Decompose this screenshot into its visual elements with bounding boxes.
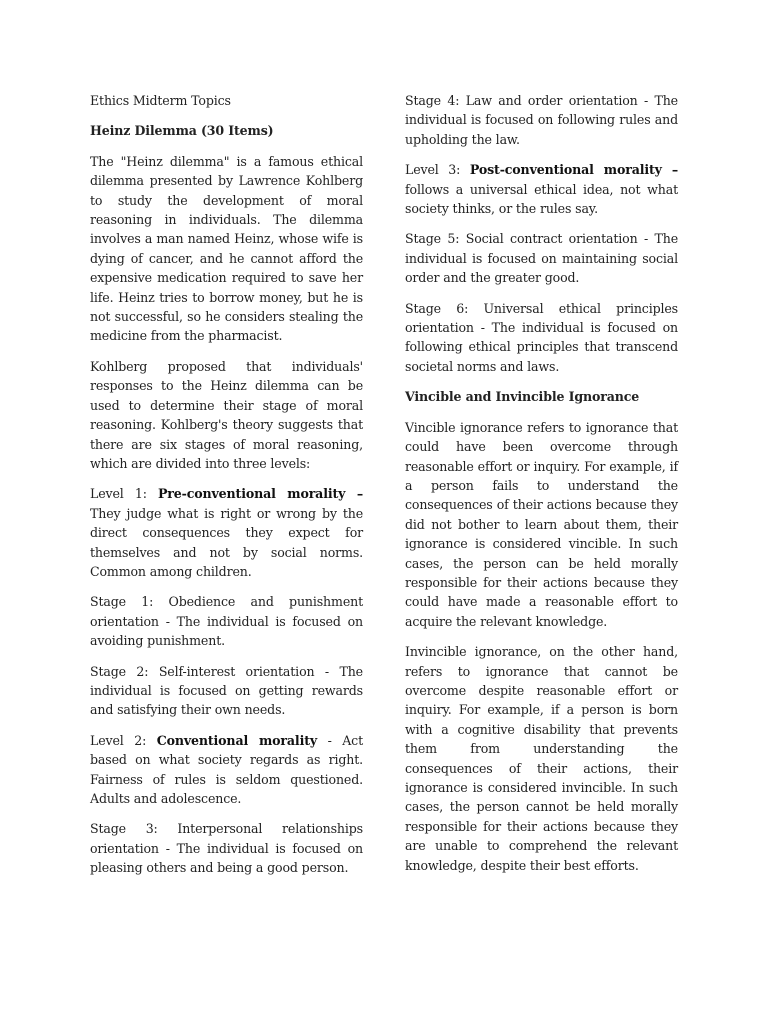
level-2-paragraph bbox=[90, 731, 363, 809]
level-1-paragraph bbox=[90, 484, 363, 581]
ignorance-heading: Vincible and Invincible Ignorance bbox=[405, 389, 640, 405]
stage-3-paragraph: Stage 3: Interpersonal relationships orientation - The individual is focused on pleasing others and being a good person. bbox=[90, 821, 363, 876]
level-1-term: Pre-conventional morality – bbox=[157, 486, 363, 502]
stage-2-paragraph: Stage 2: Self-interest orientation - The individual is focused on getting rewards and satisfying their own needs. bbox=[90, 663, 363, 718]
kohlberg-paragraph: Kohlberg proposed that individuals' responses to the Heinz dilemma can be used to determine their stage of moral reasoning. Kohlberg's theory suggests that there are six stages of moral reasoning, which are divided into three levels: bbox=[90, 358, 363, 471]
right-column bbox=[405, 91, 678, 886]
level-2-prefix: Level 2: bbox=[90, 732, 157, 748]
heinz-dilemma-heading: Heinz Dilemma (30 Items) bbox=[90, 123, 274, 139]
level-2-term: Conventional morality bbox=[156, 732, 318, 748]
level-3-term: Post-conventional morality – bbox=[469, 162, 678, 178]
left-column bbox=[90, 91, 363, 889]
level-3-prefix: Level 3: bbox=[405, 162, 470, 178]
level-3-description: follows a universal ethical idea, not what society thinks, or the rules say. bbox=[405, 181, 678, 217]
stage-4-paragraph: Stage 4: Law and order orientation - The individual is focused on following rules and upholding the law. bbox=[405, 93, 678, 147]
level-1-prefix: Level 1: bbox=[90, 486, 158, 502]
invincible-ignorance-paragraph: Invincible ignorance, on the other hand, refers to ignorance that cannot be overcome despite reasonable effort or inquiry. For example, if a person is born with a cognitive disability that prevents them from understanding the consequences of their actions, their ignorance is considered invincible. In such cases, the person cannot be held morally responsible for their actions because they are unable to comprehend the relevant knowledge, despite their best efforts. bbox=[405, 644, 678, 873]
level-3-paragraph bbox=[405, 160, 678, 218]
document-title: Ethics Midterm Topics bbox=[90, 93, 231, 108]
stage-6-paragraph: Stage 6: Universal ethical principles orientation - The individual is focused on following ethical principles that transcend societal norms and laws. bbox=[405, 300, 678, 374]
stage-5-paragraph: Stage 5: Social contract orientation - The individual is focused on maintaining social order and the greater good. bbox=[405, 231, 678, 286]
level-1-description: They judge what is right or wrong by the direct consequences they expect for themselves and not by social norms. Common among children. bbox=[90, 505, 363, 579]
heinz-intro-paragraph: The "Heinz dilemma" is a famous ethical dilemma presented by Lawrence Kohlberg to study the development of moral reasoning in individuals. The dilemma involves a man named Heinz, whose wife is dying of cancer, and he cannot afford the expensive medication required to save her life. Heinz tries to borrow money, but he is not successful, so he considers stealing the medicine from the pharmacist. bbox=[90, 153, 363, 344]
vincible-ignorance-paragraph: Vincible ignorance refers to ignorance that could have been overcome through reasonable effort or inquiry. For example, if a person fails to understand the consequences of their actions because they did not bother to learn about them, their ignorance is considered vincible. In such cases, the person can be held morally responsible for their actions because they could have made a reasonable effort to acquire the relevant knowledge. bbox=[405, 419, 678, 629]
stage-1-paragraph: Stage 1: Obedience and punishment orientation - The individual is focused on avoiding punishment. bbox=[90, 594, 363, 649]
level-2-description: - Act based on what society regards as right. Fairness of rules is seldom questioned. Adults and adolescence. bbox=[90, 732, 363, 806]
